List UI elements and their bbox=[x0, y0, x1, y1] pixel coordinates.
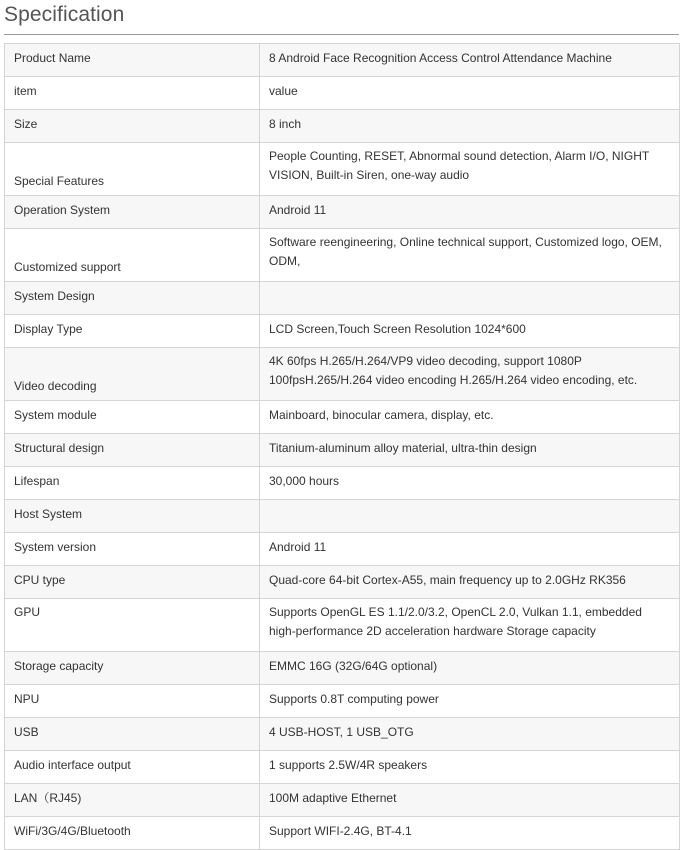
table-row bbox=[5, 44, 680, 77]
spec-value: 4 USB-HOST, 1 USB_OTG bbox=[260, 718, 680, 751]
spec-key: System version bbox=[5, 533, 260, 566]
spec-key: Lifespan bbox=[5, 467, 260, 500]
spec-value: 8 Android Face Recognition Access Control Attendance Machine bbox=[260, 44, 680, 77]
spec-key: Customized support bbox=[5, 229, 260, 282]
table-row bbox=[5, 401, 680, 434]
spec-value: 4K 60fps H.265/H.264/VP9 video decoding, support 1080P 100fpsH.265/H.264 video encoding H.265/H.264 video encoding, etc. bbox=[260, 348, 680, 401]
table-row bbox=[5, 348, 680, 401]
spec-key: CPU type bbox=[5, 566, 260, 599]
table-row bbox=[5, 434, 680, 467]
spec-key: Operation System bbox=[5, 196, 260, 229]
spec-value: LCD Screen,Touch Screen Resolution 1024*600 bbox=[260, 315, 680, 348]
spec-value: Quad-core 64-bit Cortex-A55, main frequency up to 2.0GHz RK356 bbox=[260, 566, 680, 599]
spec-value: Support WIFI-2.4G, BT-4.1 bbox=[260, 817, 680, 850]
table-row bbox=[5, 718, 680, 751]
spec-key: LAN（RJ45) bbox=[5, 784, 260, 817]
table-row bbox=[5, 685, 680, 718]
spec-key: System Design bbox=[5, 282, 260, 315]
spec-value bbox=[260, 500, 680, 533]
table-row bbox=[5, 196, 680, 229]
spec-key: WiFi/3G/4G/Bluetooth bbox=[5, 817, 260, 850]
spec-value: 30,000 hours bbox=[260, 467, 680, 500]
spec-value: Supports OpenGL ES 1.1/2.0/3.2, OpenCL 2.0, Vulkan 1.1, embedded high-performance 2D acceleration hardware Storage capacity bbox=[260, 599, 680, 652]
spec-key: item bbox=[5, 77, 260, 110]
spec-key: Special Features bbox=[5, 143, 260, 196]
table-row bbox=[5, 110, 680, 143]
table-row bbox=[5, 315, 680, 348]
table-row bbox=[5, 282, 680, 315]
spec-key: GPU bbox=[5, 599, 260, 652]
spec-value: Software reengineering, Online technical support, Customized logo, OEM, ODM, bbox=[260, 229, 680, 282]
spec-key: Storage capacity bbox=[5, 652, 260, 685]
table-row bbox=[5, 599, 680, 652]
spec-value: 8 inch bbox=[260, 110, 680, 143]
table-row bbox=[5, 143, 680, 196]
spec-value: People Counting, RESET, Abnormal sound detection, Alarm I/O, NIGHT VISION, Built-in Siren, one-way audio bbox=[260, 143, 680, 196]
table-row bbox=[5, 229, 680, 282]
spec-value: Titanium-aluminum alloy material, ultra-thin design bbox=[260, 434, 680, 467]
spec-key: Video decoding bbox=[5, 348, 260, 401]
spec-key: System module bbox=[5, 401, 260, 434]
table-row bbox=[5, 566, 680, 599]
spec-key: Structural design bbox=[5, 434, 260, 467]
spec-value: value bbox=[260, 77, 680, 110]
spec-value: 1 supports 2.5W/4R speakers bbox=[260, 751, 680, 784]
page-title: Specification bbox=[4, 3, 125, 26]
table-row bbox=[5, 77, 680, 110]
spec-key: NPU bbox=[5, 685, 260, 718]
table-row bbox=[5, 467, 680, 500]
heading-section bbox=[4, 0, 679, 35]
specification-table bbox=[4, 43, 680, 850]
spec-value: 100M adaptive Ethernet bbox=[260, 784, 680, 817]
table-row bbox=[5, 817, 680, 850]
table-row bbox=[5, 533, 680, 566]
spec-key: Host System bbox=[5, 500, 260, 533]
spec-value: Android 11 bbox=[260, 196, 680, 229]
spec-value: EMMC 16G (32G/64G optional) bbox=[260, 652, 680, 685]
spec-value: Android 11 bbox=[260, 533, 680, 566]
table-row bbox=[5, 500, 680, 533]
spec-value bbox=[260, 282, 680, 315]
table-row bbox=[5, 784, 680, 817]
spec-value: Supports 0.8T computing power bbox=[260, 685, 680, 718]
spec-key: Display Type bbox=[5, 315, 260, 348]
spec-value: Mainboard, binocular camera, display, etc. bbox=[260, 401, 680, 434]
spec-key: Size bbox=[5, 110, 260, 143]
spec-key: USB bbox=[5, 718, 260, 751]
spec-key: Product Name bbox=[5, 44, 260, 77]
spec-key: Audio interface output bbox=[5, 751, 260, 784]
table-row bbox=[5, 652, 680, 685]
table-row bbox=[5, 751, 680, 784]
